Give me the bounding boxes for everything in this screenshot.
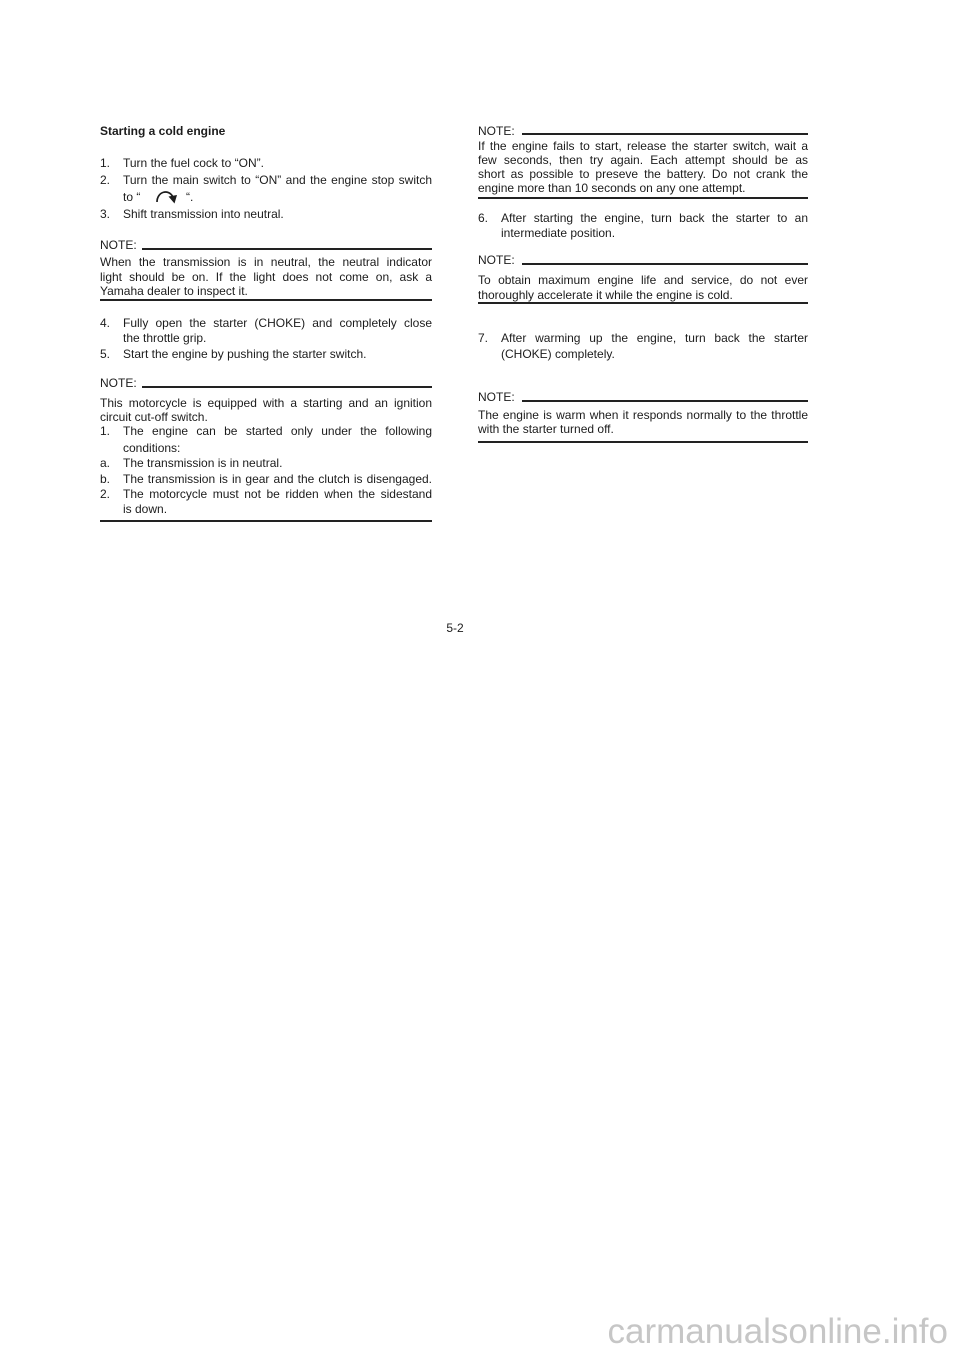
step-3-number: 3.: [100, 207, 111, 221]
step-3-text: Shift transmission into neutral.: [123, 207, 284, 221]
note-neutral-top-rule: [142, 248, 432, 250]
note-start-fail-bottom-rule: [478, 197, 808, 199]
note-cutoff-intro-line: circuit cut-off switch.: [100, 410, 208, 424]
step-2-text-line-1: Turn the main switch to “ON” and the engine stop switch: [123, 173, 432, 187]
step-6-text-line-1: After starting the engine, turn back the starter to an: [501, 211, 808, 225]
step-2-number: 2.: [100, 173, 111, 187]
step-4-text-line-1: Fully open the starter (CHOKE) and completely close: [123, 316, 432, 330]
section-heading: Starting a cold engine: [100, 124, 226, 138]
note-start-fail-line: engine more than 10 seconds on any one attempt.: [478, 181, 746, 195]
note-cutoff-top-rule: [142, 386, 432, 388]
step-7-text-line-2: (CHOKE) completely.: [501, 347, 615, 361]
run-position-icon: [153, 186, 181, 207]
note-warm-line: with the starter turned off.: [478, 422, 614, 436]
note-start-fail-label: NOTE:: [478, 124, 515, 138]
note-start-fail-top-rule: [522, 133, 808, 135]
note-start-fail-line: short as possible to preseve the battery. Do not crank the: [478, 167, 808, 181]
note-cutoff-item-text: The engine can be started only under the following: [123, 424, 432, 438]
note-neutral-line: light should be on. If the light does not come on, ask a: [100, 270, 432, 284]
note-neutral-line: When the transmission is in neutral, the neutral indicator: [100, 255, 432, 269]
step-2-text-before-icon: to “: [123, 190, 141, 204]
note-cold-label: NOTE:: [478, 253, 515, 267]
note-cutoff-item-text: The transmission is in neutral.: [123, 456, 283, 470]
note-start-fail-line: few seconds, then try again. Each attempt should be as: [478, 153, 808, 167]
step-2-text-after-icon: “.: [186, 190, 194, 204]
step-1-text: Turn the fuel cock to “ON”.: [123, 156, 264, 170]
note-neutral-line: Yamaha dealer to inspect it.: [100, 284, 248, 298]
note-cutoff-item-text: conditions:: [123, 441, 181, 455]
note-warm-bottom-rule: [478, 441, 808, 443]
note-cutoff-item-text: is down.: [123, 502, 168, 516]
step-7-text-line-1: After warming up the engine, turn back the starter: [501, 331, 808, 345]
note-warm-label: NOTE:: [478, 390, 515, 404]
note-start-fail-line: If the engine fails to start, release the starter switch, wait a: [478, 139, 808, 153]
step-7-number: 7.: [478, 331, 489, 345]
note-cutoff-item-number: 2.: [100, 487, 111, 501]
step-4-text-line-2: the throttle grip.: [123, 331, 207, 345]
note-cutoff-item-number: b.: [100, 472, 111, 486]
note-cutoff-label: NOTE:: [100, 376, 137, 390]
note-neutral-bottom-rule: [100, 299, 432, 301]
note-cold-line: thoroughly accelerate it while the engine is cold.: [478, 288, 733, 302]
step-6-number: 6.: [478, 211, 489, 225]
step-6-text-line-2: intermediate position.: [501, 226, 616, 240]
step-1-number: 1.: [100, 156, 111, 170]
step-5-text: Start the engine by pushing the starter switch.: [123, 347, 367, 361]
note-cold-top-rule: [522, 263, 808, 265]
step-5-number: 5.: [100, 347, 111, 361]
note-cold-bottom-rule: [478, 302, 808, 304]
page-number: 5-2: [446, 621, 464, 635]
note-cutoff-bottom-rule: [100, 520, 432, 522]
note-warm-top-rule: [522, 400, 808, 402]
step-4-number: 4.: [100, 316, 111, 330]
note-cutoff-item-text: The motorcycle must not be ridden when the sidestand: [123, 487, 432, 501]
note-cutoff-item-number: a.: [100, 456, 111, 470]
note-neutral-label: NOTE:: [100, 238, 137, 252]
watermark: carmanualsonline.info: [607, 1312, 948, 1351]
note-cold-line: To obtain maximum engine life and service, do not ever: [478, 273, 808, 287]
note-cutoff-item-number: 1.: [100, 424, 111, 438]
note-warm-line: The engine is warm when it responds normally to the throttle: [478, 408, 808, 422]
note-cutoff-intro-line: This motorcycle is equipped with a starting and an ignition: [100, 396, 432, 410]
note-cutoff-item-text: The transmission is in gear and the clutch is disengaged.: [123, 472, 432, 486]
